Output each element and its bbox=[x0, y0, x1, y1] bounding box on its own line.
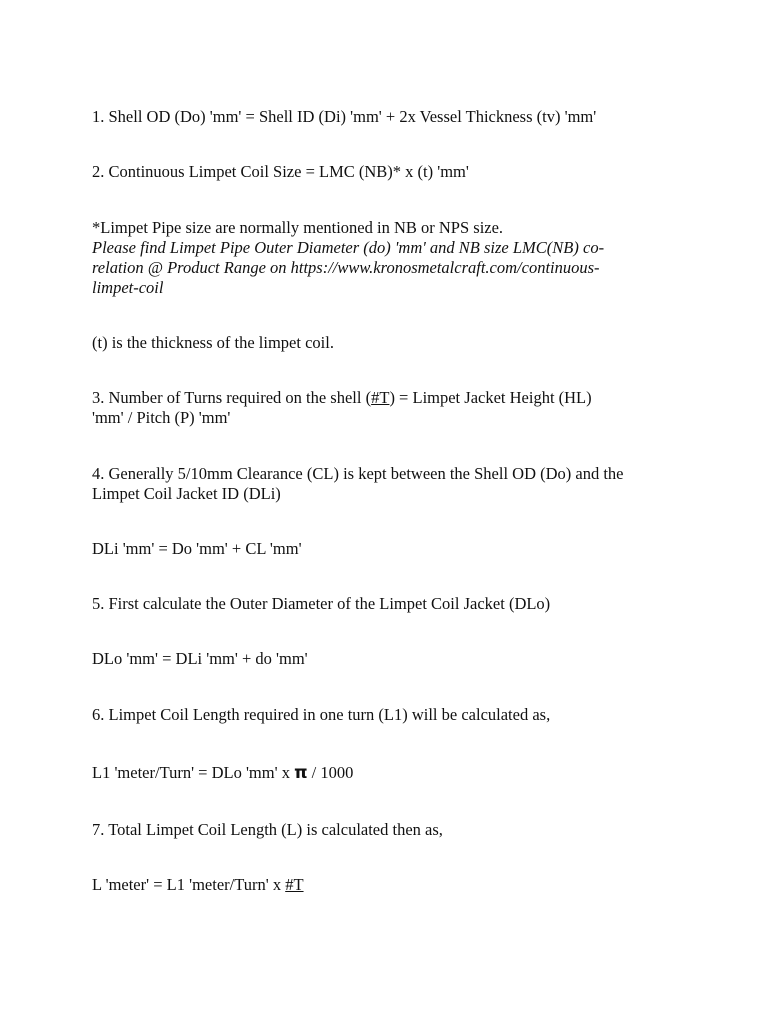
step-3-text-a: 3. Number of Turns required on the shell ( bbox=[92, 388, 372, 407]
step-7: 7. Total Limpet Coil Length (L) is calculated then as, bbox=[92, 820, 443, 839]
note-italic-line-2: relation @ Product Range on https://www.kronosmetalcraft.com/continuous- bbox=[92, 258, 600, 277]
equation-dlo: DLo 'mm' = DLi 'mm' + do 'mm' bbox=[92, 649, 308, 668]
step-6: 6. Limpet Coil Length required in one turn (L1) will be calculated as, bbox=[92, 705, 551, 724]
step-3-line-1 bbox=[92, 388, 592, 408]
equation-l bbox=[92, 875, 304, 895]
step-3-line-2: 'mm' / Pitch (P) 'mm' bbox=[92, 408, 231, 427]
step-4-line-1: 4. Generally 5/10mm Clearance (CL) is kept between the Shell OD (Do) and the bbox=[92, 464, 624, 483]
equation-l1 bbox=[92, 763, 353, 783]
pi-symbol: π bbox=[294, 763, 308, 783]
equation-dli: DLi 'mm' = Do 'mm' + CL 'mm' bbox=[92, 539, 302, 558]
step-1: 1. Shell OD (Do) 'mm' = Shell ID (Di) 'mm' + 2x Vessel Thickness (tv) 'mm' bbox=[92, 107, 597, 126]
equation-l1-text-b: / 1000 bbox=[307, 763, 354, 782]
t-definition: (t) is the thickness of the limpet coil. bbox=[92, 333, 334, 352]
turns-link[interactable]: #T bbox=[371, 388, 390, 407]
step-5: 5. First calculate the Outer Diameter of the Limpet Coil Jacket (DLo) bbox=[92, 594, 551, 613]
note-italic-line-3: limpet-coil bbox=[92, 278, 164, 297]
turns-link-2[interactable]: #T bbox=[285, 875, 304, 894]
step-3-text-b: ) = Limpet Jacket Height (HL) bbox=[389, 388, 592, 407]
note-italic-line-1: Please find Limpet Pipe Outer Diameter (do) 'mm' and NB size LMC(NB) co- bbox=[92, 238, 605, 257]
note-star: *Limpet Pipe size are normally mentioned in NB or NPS size. bbox=[92, 218, 504, 237]
step-2: 2. Continuous Limpet Coil Size = LMC (NB)* x (t) 'mm' bbox=[92, 162, 469, 181]
equation-l1-text-a: L1 'meter/Turn' = DLo 'mm' x bbox=[92, 763, 295, 782]
step-4-line-2: Limpet Coil Jacket ID (DLi) bbox=[92, 484, 281, 503]
equation-l-text: L 'meter' = L1 'meter/Turn' x bbox=[92, 875, 286, 894]
